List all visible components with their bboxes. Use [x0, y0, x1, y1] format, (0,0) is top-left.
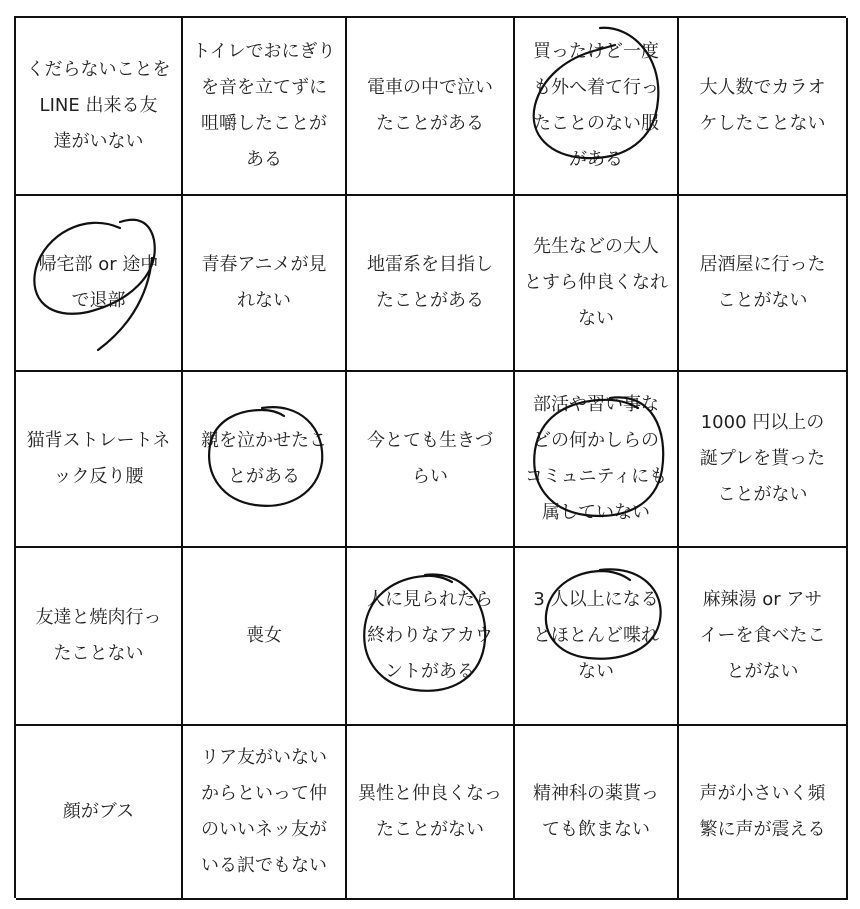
- bingo-cell-21: 顔がブス: [16, 726, 183, 900]
- bingo-cell-7: 青春アニメが見 れない: [183, 196, 347, 372]
- bingo-cell-4: 買ったけど一度 も外へ着て行っ たことのない服 がある: [515, 18, 679, 196]
- bingo-cell-14: 部活や習い事な どの何かしらの コミュニティにも 属していない: [515, 372, 679, 548]
- bingo-cell-18: 人に見られたら 終わりなアカウ ントがある: [347, 548, 515, 726]
- bingo-cell-6: 帰宅部 or 途中 で退部: [16, 196, 183, 372]
- bingo-cell-5: 大人数でカラオ ケしたことない: [679, 18, 848, 196]
- bingo-cell-23: 異性と仲良くなっ たことがない: [347, 726, 515, 900]
- bingo-cell-2: トイレでおにぎり を音を立てずに 咀嚼したことが ある: [183, 18, 347, 196]
- bingo-cell-9: 先生などの大人 とすら仲良くなれ ない: [515, 196, 679, 372]
- bingo-cell-24: 精神科の薬貰っ ても飲まない: [515, 726, 679, 900]
- bingo-cell-12: 親を泣かせたこ とがある: [183, 372, 347, 548]
- bingo-cell-22: リア友がいない からといって仲 のいいネッ友が いる訳でもない: [183, 726, 347, 900]
- bingo-cell-10: 居酒屋に行った ことがない: [679, 196, 848, 372]
- bingo-cell-1: くだらないことを LINE 出来る友 達がいない: [16, 18, 183, 196]
- bingo-cell-17: 喪女: [183, 548, 347, 726]
- bingo-cell-15: 1000 円以上の 誕プレを貰った ことがない: [679, 372, 848, 548]
- bingo-cell-11: 猫背ストレートネ ック反り腰: [16, 372, 183, 548]
- bingo-cell-25: 声が小さいく頻 繁に声が震える: [679, 726, 848, 900]
- bingo-cell-13: 今とても生きづ らい: [347, 372, 515, 548]
- bingo-board: [14, 16, 846, 898]
- bingo-cell-20: 麻辣湯 or アサ イーを食べたこ とがない: [679, 548, 848, 726]
- bingo-cell-3: 電車の中で泣い たことがある: [347, 18, 515, 196]
- bingo-cell-8: 地雷系を目指し たことがある: [347, 196, 515, 372]
- bingo-cell-16: 友達と焼肉行っ たことない: [16, 548, 183, 726]
- bingo-cell-19: 3 人以上になる とほとんど喋れ ない: [515, 548, 679, 726]
